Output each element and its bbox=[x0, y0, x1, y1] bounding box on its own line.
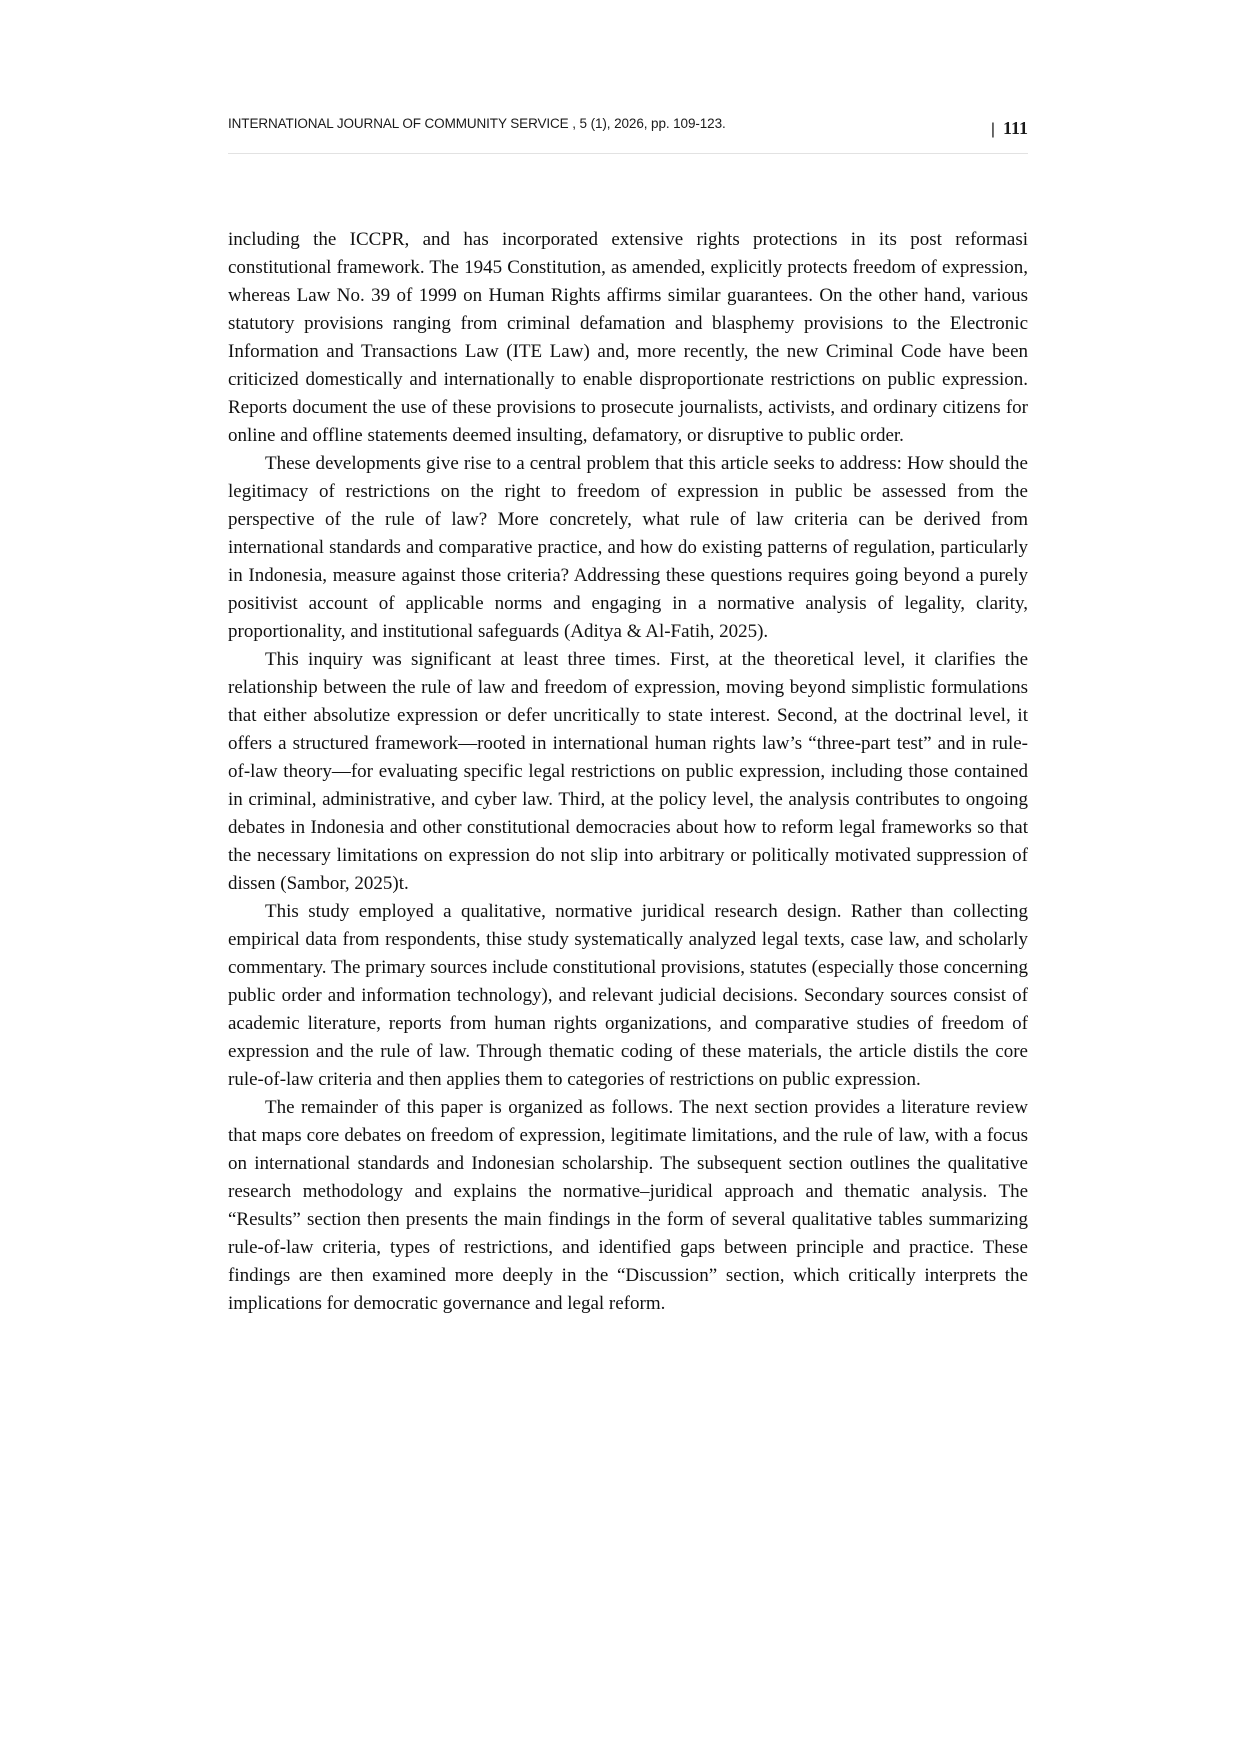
page-number-separator: | bbox=[990, 121, 995, 138]
paragraph-organization: The remainder of this paper is organized as follows. The next section provides a literature review that maps core debates on freedom of expression, legitimate limitations, and the rule of law, with a focus on international standards and Indonesian scholarship. The subsequent section outlines the qualitative research methodology and explains the normative–juridical approach and thematic analysis. The “Results” section then presents the main findings in the form of several qualitative tables summarizing rule-of-law criteria, types of restrictions, and identified gaps between principle and practice. These findings are then examined more deeply in the “Discussion” section, which critically interprets the implications for democratic governance and legal reform. bbox=[228, 1097, 1028, 1314]
paragraph-continuation: including the ICCPR, and has incorporated extensive rights protections in its post reformasi constitutional framework. The 1945 Constitution, as amended, explicitly protects freedom of expression, whereas Law No. 39 of 1999 on Human Rights affirms similar guarantees. On the other hand, various statutory provisions ranging from criminal defamation and blasphemy provisions to the Electronic Information and Transactions Law (ITE Law) and, more recently, the new Criminal Code have been criticized domestically and internationally to enable disproportionate restrictions on public expression. Reports document the use of these provisions to prosecute journalists, activists, and ordinary citizens for online and offline statements deemed insulting, defamatory, or disruptive to public order. bbox=[228, 229, 1028, 446]
article-body bbox=[228, 226, 1028, 1318]
paragraph-methodology: This study employed a qualitative, normative juridical research design. Rather than collecting empirical data from respondents, thise study systematically analyzed legal texts, case law, and scholarly commentary. The primary sources include constitutional provisions, statutes (especially those concerning public order and information technology), and relevant judicial decisions. Secondary sources consist of academic literature, reports from human rights organizations, and comparative studies of freedom of expression and the rule of law. Through thematic coding of these materials, the article distils the core rule-of-law criteria and then applies them to categories of restrictions on public expression. bbox=[228, 901, 1028, 1090]
page-number: 111 bbox=[1002, 118, 1028, 138]
page-number-block bbox=[991, 118, 1028, 139]
paragraph-significance: This inquiry was significant at least three times. First, at the theoretical level, it clarifies the relationship between the rule of law and freedom of expression, moving beyond simplistic formulations that either absolutize expression or defer uncritically to state interest. Second, at the doctrinal level, it offers a structured framework—rooted in international human rights law’s “three-part test” and in rule-of-law theory—for evaluating specific legal restrictions on public expression, including those contained in criminal, administrative, and cyber law. Third, at the policy level, the analysis contributes to ongoing debates in Indonesia and other constitutional democracies about how to reform legal frameworks so that the necessary limitations on expression do not slip into arbitrary or politically motivated suppression of dissen (Sambor, 2025)t. bbox=[228, 649, 1028, 894]
running-header bbox=[228, 112, 1028, 152]
paragraph-research-problem: These developments give rise to a central problem that this article seeks to address: How should the legitimacy of restrictions on the right to freedom of expression in public be assessed from the perspective of the rule of law? More concretely, what rule of law criteria can be derived from international standards and comparative practice, and how do existing patterns of regulation, particularly in Indonesia, measure against those criteria? Addressing these questions requires going beyond a purely positivist account of applicable norms and engaging in a normative analysis of legality, clarity, proportionality, and institutional safeguards (Aditya & Al-Fatih, 2025). bbox=[228, 453, 1028, 642]
header-divider bbox=[228, 153, 1028, 154]
journal-citation: INTERNATIONAL JOURNAL OF COMMUNITY SERVICE , 5 (1), 2026, pp. 109-123. bbox=[228, 116, 726, 131]
